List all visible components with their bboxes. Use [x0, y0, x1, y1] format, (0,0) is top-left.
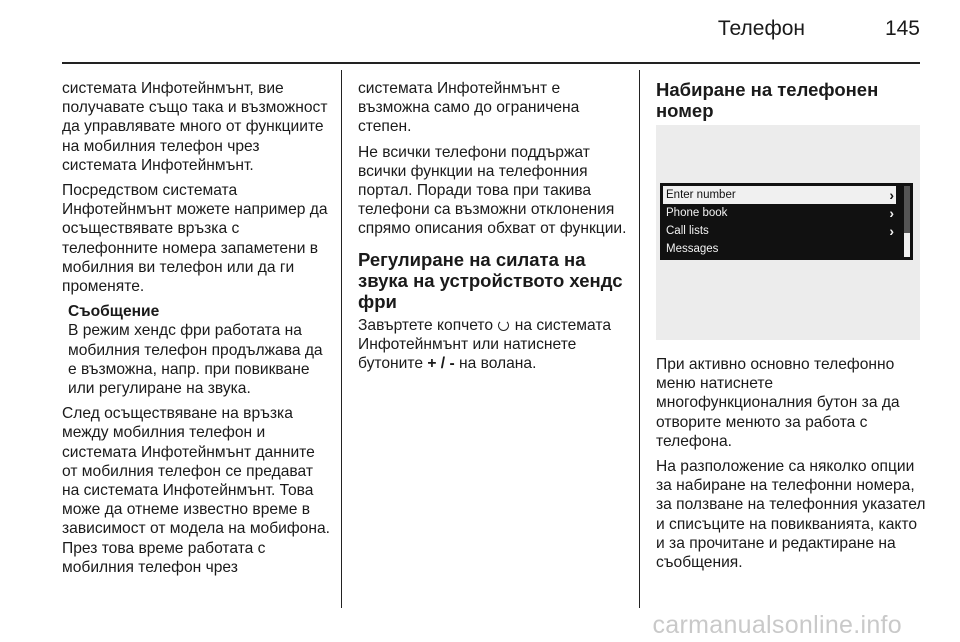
- note-text: В режим хендс фри работата на мобилния телефон продължава да е възможна, напр. при повикване или регулиране на звука.: [68, 322, 323, 398]
- menu-item-label: Phone book: [666, 207, 728, 219]
- section-heading: Регулиране на силата на звука на устройството хендс фри: [358, 248, 623, 312]
- column-right-lower: [656, 355, 926, 578]
- column-middle: [358, 79, 628, 379]
- page-number: 145: [884, 17, 920, 40]
- note-title: Съобщение: [68, 303, 160, 321]
- rotary-knob-icon: [498, 320, 509, 331]
- volume-buttons-label: + / -: [427, 355, 455, 373]
- paragraph: Посредством системата Инфотейнмънт можете например да осъществявате връзка с телефонните номера запаметени в мобилния ви телефон или да ги променяте.: [62, 182, 328, 296]
- paragraph: системата Инфотейнмънт е възможна само до ограничена степен.: [358, 80, 580, 136]
- menu-item-phone-book[interactable]: [663, 204, 896, 222]
- menu-item-label: Enter number: [666, 189, 736, 201]
- watermark: carmanualsonline.info: [652, 611, 902, 639]
- header-title: Телефон: [717, 17, 805, 40]
- column-divider: [341, 70, 342, 608]
- menu-item-call-lists[interactable]: [663, 222, 896, 240]
- text-span: на волана.: [458, 355, 537, 373]
- paragraph: На разположение са няколко опции за набиране на телефонни номера, за ползване на телефонния указател и списъците на повикванията, както и за прочитане и редактиране на съобщения.: [656, 458, 926, 572]
- paragraph: [358, 316, 628, 374]
- menu-item-label: Call lists: [666, 225, 709, 237]
- scroll-thumb[interactable]: [904, 233, 910, 257]
- menu-scrollbar[interactable]: [904, 186, 910, 257]
- column-left: [62, 79, 332, 583]
- chevron-right-icon: ›: [889, 187, 894, 203]
- chevron-right-icon: ›: [889, 205, 894, 221]
- section-heading: Набиране на телефонен номер: [656, 79, 879, 121]
- paragraph: След осъществяване на връзка между мобилния телефон и системата Инфотейнмънт данните от мобилния телефон се предават на системата Инфотейнмънт. Това може да отнеме известно време в зависимост от модела на мобифона. През това време работата с мобилния телефон чрез: [62, 405, 330, 576]
- column-right: [656, 79, 926, 121]
- column-divider: [639, 70, 640, 608]
- menu-item-label: Messages: [666, 243, 719, 255]
- note-box: [62, 302, 332, 398]
- menu-item-enter-number[interactable]: [663, 186, 896, 204]
- paragraph: При активно основно телефонно меню натиснете многофункционалния бутон за да отворите менюто за работа с телефона.: [656, 356, 900, 450]
- menu-item-messages[interactable]: [663, 240, 896, 258]
- phone-menu: [660, 183, 913, 260]
- chevron-right-icon: ›: [889, 223, 894, 239]
- header-rule: [62, 62, 920, 64]
- paragraph: системата Инфотейнмънт, вие получавате също така и възможност да управлявате много от функциите на мобилния телефон чрез системата Инфотейнмънт.: [62, 80, 328, 174]
- paragraph: Не всички телефони поддържат всички функции на телефонния портал. Поради това при такива телефони са възможни отклонения спрямо описания обхват от функции.: [358, 143, 627, 238]
- text-span: Завъртете копчето: [358, 316, 494, 334]
- text-span: на системата Инфотейнмънт или натиснете бутоните: [358, 316, 611, 373]
